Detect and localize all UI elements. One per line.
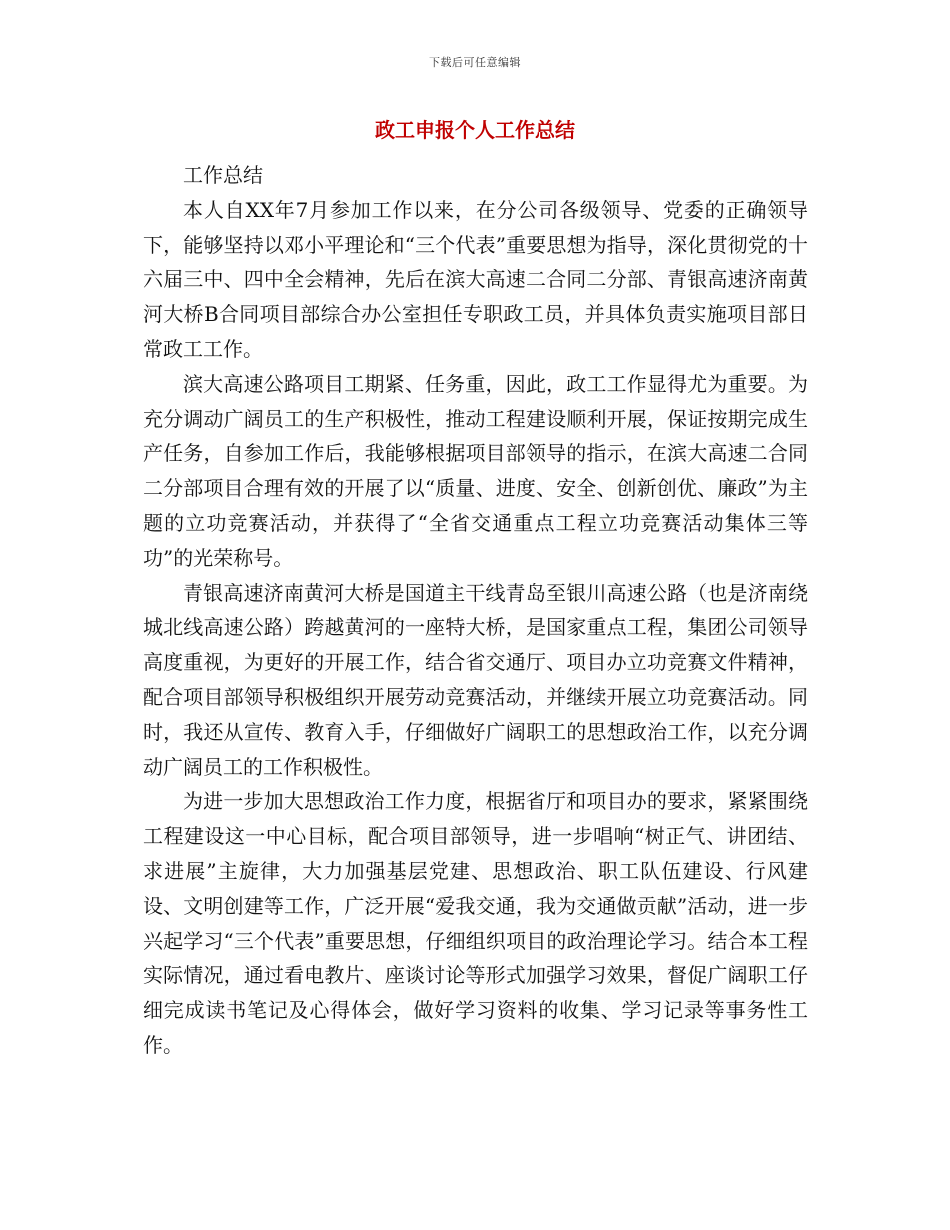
paragraph: 本人自XX年7月参加工作以来，在分公司各级领导、党委的正确领导下，能够坚持以邓小平理论和“三个代表”重要思想为指导，深化贯彻党的十六届三中、四中全会精神，先后在滨大高速二合同二分部、青银高速济南黄河大桥B合同项目部综合办公室担任专职政工员，并具体负责实施项目部日常政工工作。 bbox=[143, 197, 808, 361]
paragraph: 滨大高速公路项目工期紧、任务重，因此，政工工作显得尤为重要。为充分调动广阔员工的生产积极性，推动工程建设顺利开展，保证按期完成生产任务，自参加工作后，我能够根据项目部领导的指示，在滨大高速二合同二分部项目合理有效的开展了以“质量、进度、安全、创新创优、廉政”为主题的立功竞赛活动，并获得了“全省交通重点工程立功竞赛活动集体三等功”的光荣称号。 bbox=[143, 371, 808, 570]
paragraph: 为进一步加大思想政治工作力度，根据省厅和项目办的要求，紧紧围绕工程建设这一中心目标，配合项目部领导，进一步唱响“树正气、讲团结、求进展”主旋律，大力加强基层党建、思想政治、职工队伍建设、行风建设、文明创建等工作，广泛开展“爱我交通，我为交通做贡献”活动，进一步兴起学习“三个代表”重要思想，仔细组织项目的政治理论学习。结合本工程实际情况，通过看电教片、座谈讨论等形式加强学习效果，督促广阔职工仔细完成读书笔记及心得体会，做好学习资料的收集、学习记录等事务性工作。 bbox=[143, 789, 808, 1057]
page-header-note: 下载后可任意编辑 bbox=[429, 56, 521, 69]
document-title: 政工申报个人工作总结 bbox=[375, 118, 575, 142]
document-body bbox=[143, 158, 808, 1063]
paragraph: 工作总结 bbox=[183, 163, 263, 187]
paragraph: 青银高速济南黄河大桥是国道主干线青岛至银川高速公路（也是济南绕城北线高速公路）跨越黄河的一座特大桥，是国家重点工程，集团公司领导高度重视，为更好的开展工作，结合省交通厅、项目办立功竞赛文件精神，配合项目部领导积极组织开展劳动竞赛活动，并继续开展立功竞赛活动。同时，我还从宣传、教育入手，仔细做好广阔职工的思想政治工作，以充分调动广阔员工的工作积极性。 bbox=[143, 580, 808, 779]
